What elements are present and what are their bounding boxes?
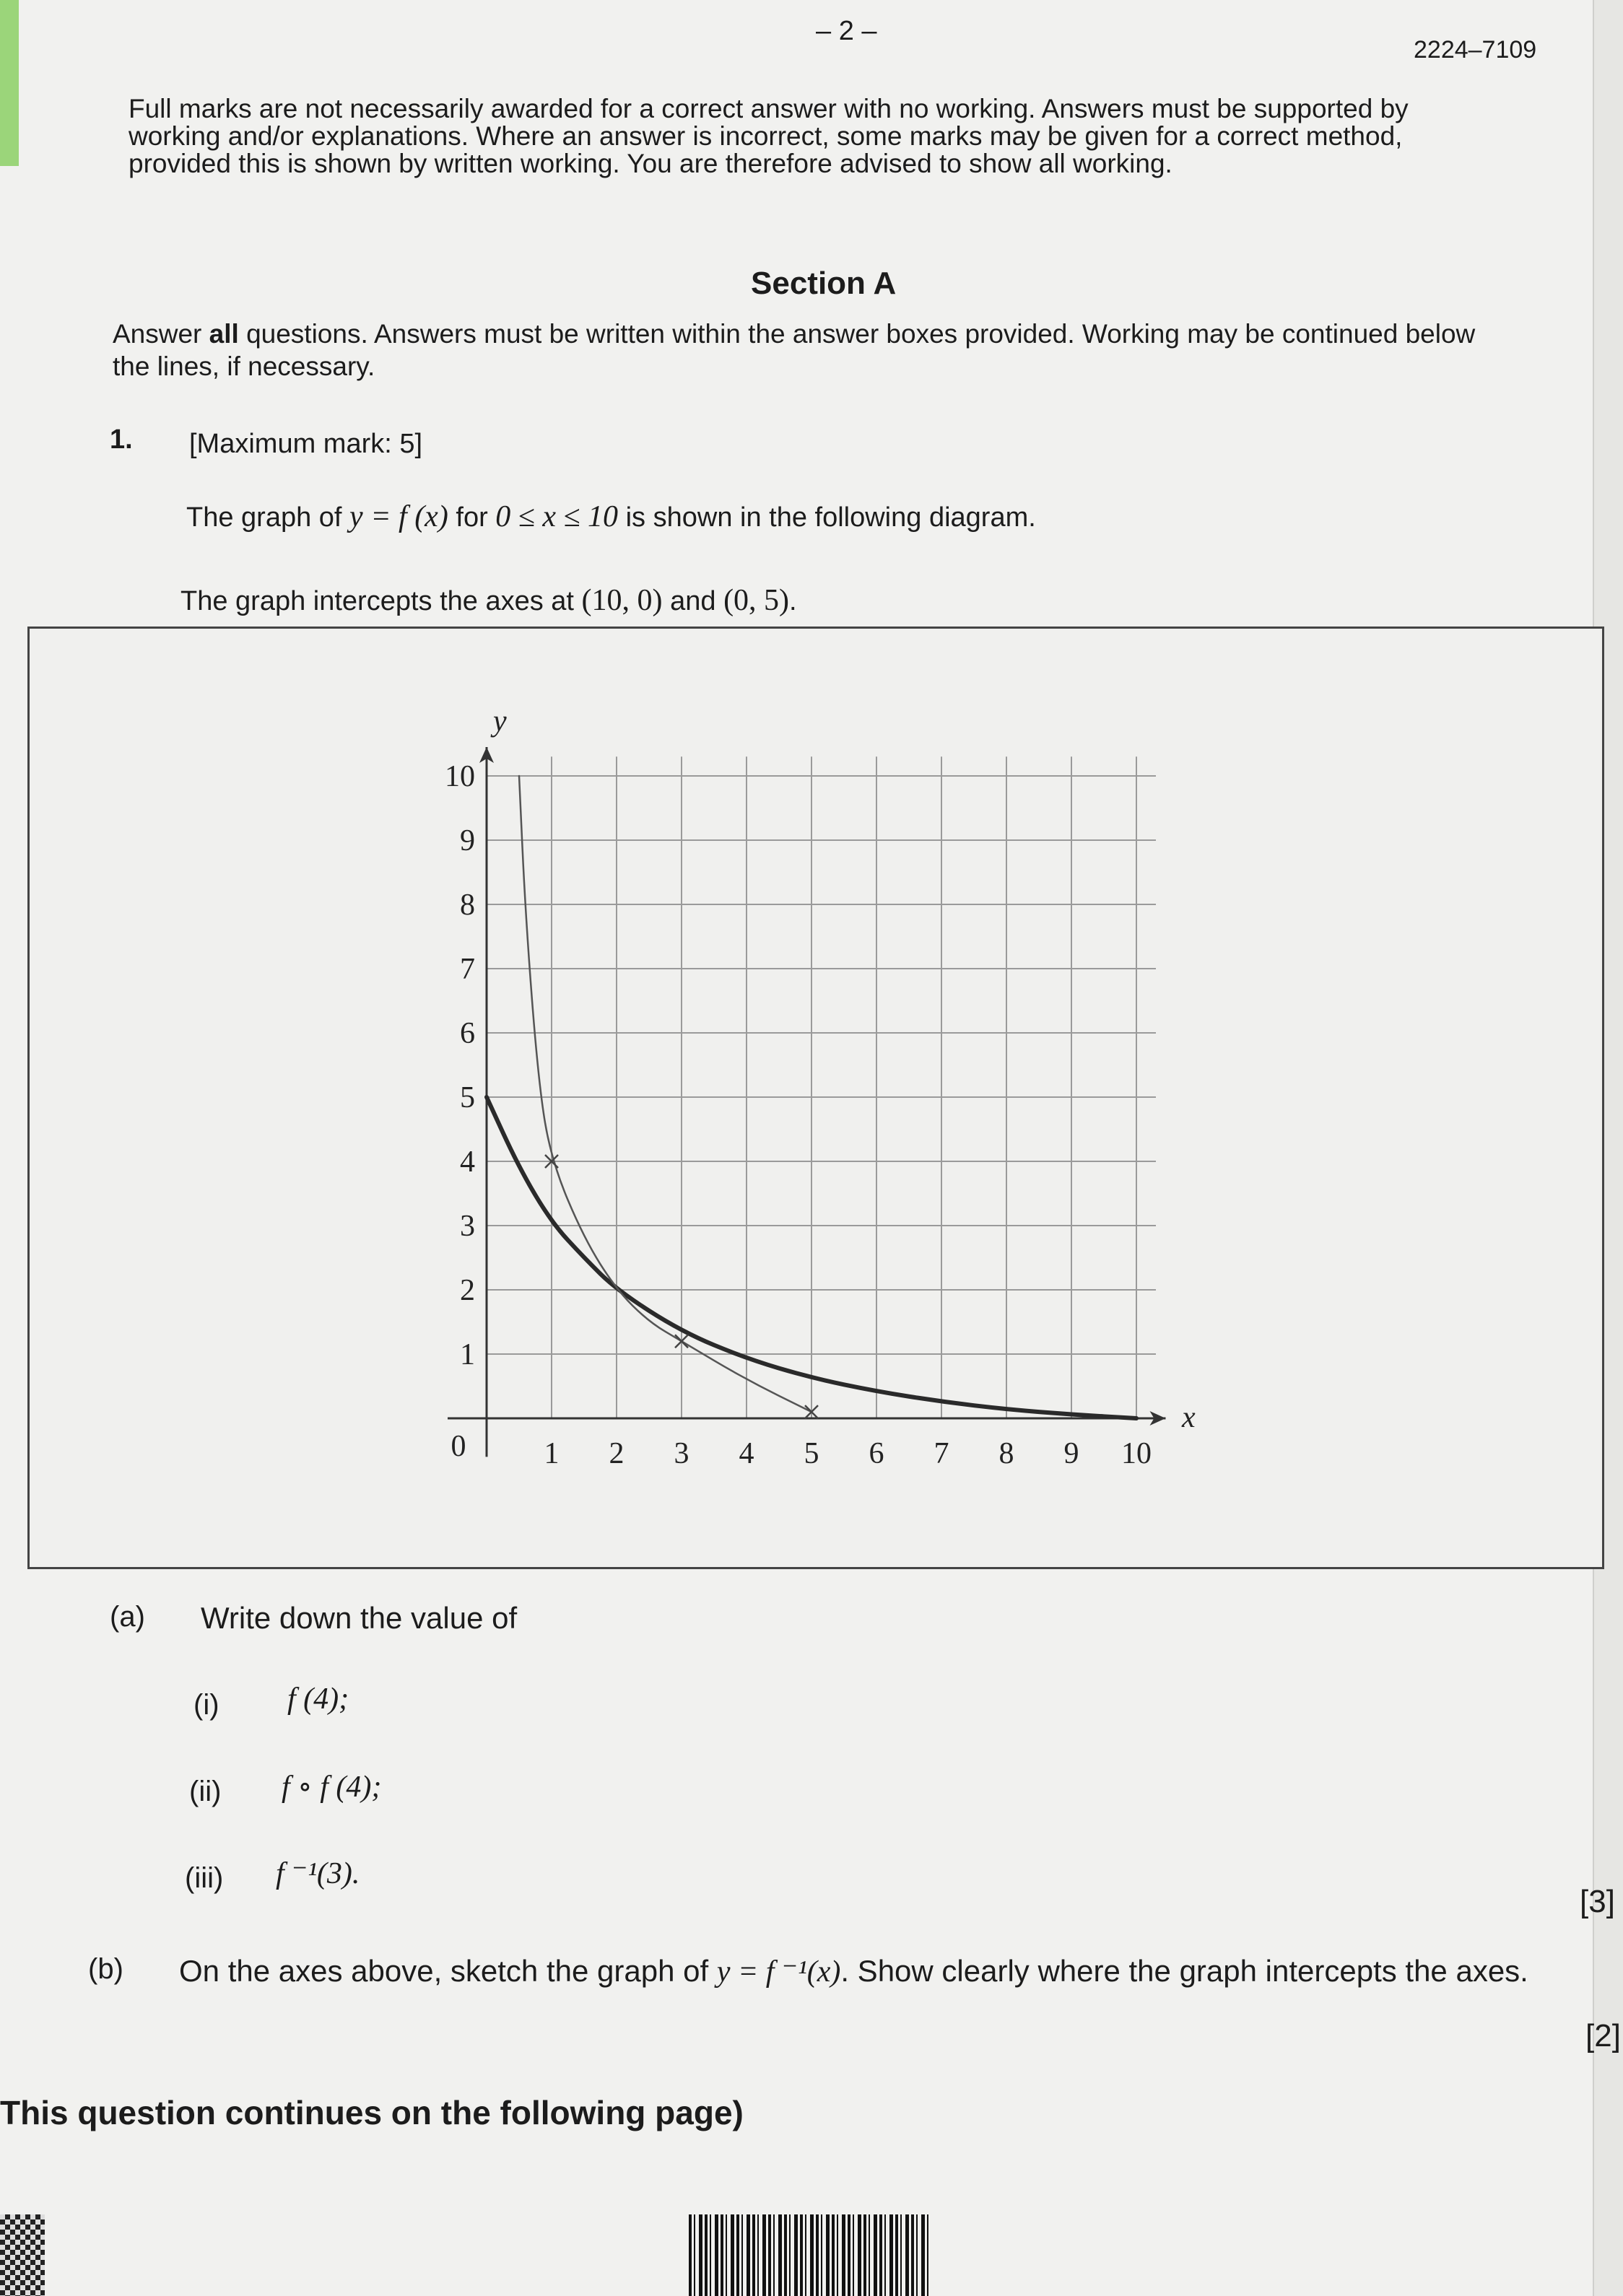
stem1-function: y = f (x) [349,500,448,533]
instructions-start: Answer [113,319,209,349]
part-b-text [179,1949,1551,1994]
part-a-i-label: (i) [193,1689,219,1721]
question-number: 1. [110,424,133,455]
y-tick-label: 3 [460,1210,475,1243]
series-line-sketch [519,776,812,1412]
question-stem-line1 [186,499,1036,534]
part-b-text-start: On the axes above, sketch the graph of [179,1954,717,1988]
x-tick-label: 4 [739,1437,754,1470]
question-stem-line2 [180,583,797,618]
section-instructions [113,318,1484,383]
part-a-iii-expression: f ⁻¹(3). [276,1857,360,1890]
stem1-text-b: for [448,502,496,533]
graph-axes [448,747,1166,1457]
stem2-point-a: (10, 0) [581,584,663,617]
stem2-point-b: (0, 5) [723,584,790,617]
part-a-text: Write down the value of [201,1601,518,1635]
y-tick-label: 6 [460,1017,475,1050]
part-a-iii-label: (iii) [185,1862,224,1894]
part-a-ii-label: (ii) [189,1776,222,1807]
x-tick-label: 3 [674,1437,689,1470]
x-tick-label: 9 [1063,1437,1079,1470]
exam-code: 2224–7109 [1414,36,1537,64]
part-b-marks: [2] [1585,2018,1621,2053]
corner-code-mark [0,2214,45,2296]
section-title: Section A [751,266,897,301]
x-tick-label: 10 [1121,1437,1152,1470]
graph-grid [487,756,1156,1418]
x-tick-label: 2 [609,1437,625,1470]
y-tick-label: 1 [460,1338,475,1371]
y-tick-label: 2 [460,1274,475,1307]
part-a-i-expression: f (4); [287,1682,349,1716]
stem1-text-c: is shown in the following diagram. [618,502,1036,533]
x-axis-label: x [1182,1401,1196,1434]
part-b-label: (b) [88,1953,123,1985]
part-a-ii-expression: f ∘ f (4); [282,1771,382,1804]
y-tick-label: 5 [460,1081,475,1114]
page-number: – 2 – [816,16,877,46]
continues-note: This question continues on the following page) [0,2094,744,2131]
x-tick-label: 6 [869,1437,884,1470]
barcode [689,2214,928,2296]
stem2-text-b: and [662,586,724,616]
question-max-mark: [Maximum mark: 5] [189,429,423,459]
stem1-text-a: The graph of [186,502,350,533]
x-tick-label: 1 [544,1437,560,1470]
part-a-label: (a) [110,1601,145,1633]
part-b-text-end: . Show clearly where the graph intercepts the axes. [840,1954,1528,1988]
y-tick-label: 7 [460,953,475,986]
function-graph [404,693,1213,1480]
x-tick-label: 7 [934,1437,949,1470]
part-b-inverse-function: y = f ⁻¹(x) [716,1955,841,1989]
x-tick-label: 5 [804,1437,819,1470]
stem1-domain: 0 ≤ x ≤ 10 [495,500,619,533]
x-tick-label: 8 [998,1437,1014,1470]
part-a-marks: [3] [1580,1884,1615,1919]
intro-text: Full marks are not necessarily awarded for a correct answer with no working. Answers must be supported by working and/or explanations. Where an answer is incorrect, some marks may be given for a correct method, provided this is shown by written working. You are therefore advised to show all working. [129,94,1409,178]
y-axis-label: y [493,704,507,738]
graph-tick-labels [445,705,1196,1470]
instructions-end: questions. Answers must be written within the answer boxes provided. Working may be continued below the lines, if necessary. [113,319,1476,381]
page-edge-strip [0,0,19,166]
y-tick-label: 10 [445,760,475,793]
instructions-bold: all [209,319,239,349]
stem2-text-a: The graph intercepts the axes at [180,586,582,616]
stem2-text-c: . [789,586,797,616]
origin-label: 0 [451,1430,466,1463]
y-tick-label: 9 [460,824,475,857]
y-tick-label: 4 [460,1145,475,1179]
y-tick-label: 8 [460,889,475,922]
